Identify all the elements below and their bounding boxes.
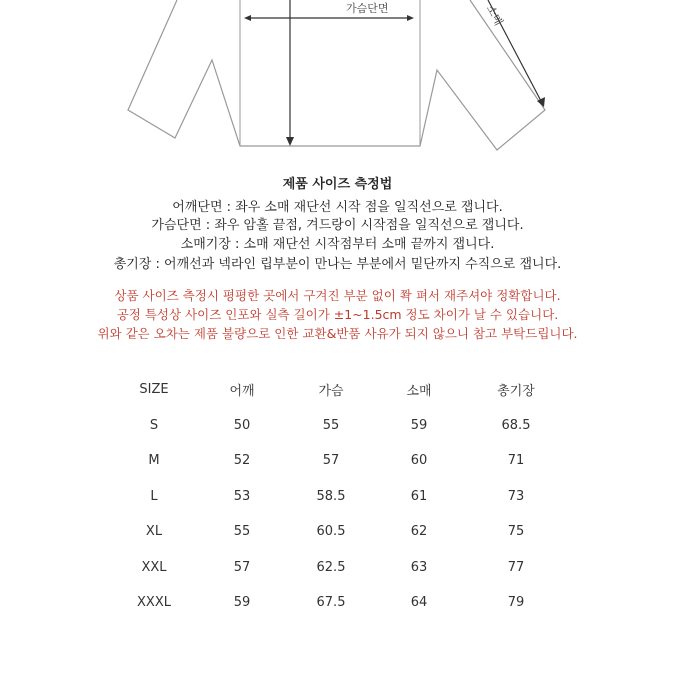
table-row: [110, 443, 570, 479]
sleeve-arrow-icon: [537, 97, 545, 107]
cell-chest: 57: [322, 453, 340, 469]
cell-size: M: [148, 453, 160, 469]
notice-line: 상품 사이즈 측정시 평평한 곳에서 구겨진 부분 없이 쫙 펴서 재주셔야 정확합니다.: [114, 288, 561, 303]
sleeve-label: 소매: [483, 2, 506, 28]
cell-shoulder: 53: [233, 488, 251, 504]
table-row: [110, 408, 570, 444]
garment-body-outline: [128, 0, 545, 150]
header-sleeve: 소매: [406, 384, 432, 400]
guide-length: 총기장 : 어깨선과 넥라인 립부분이 만나는 부분에서 밑단까지 수직으로 잽니다.: [113, 257, 562, 272]
garment-outline: [0, 0, 675, 160]
length-arrow-down-icon: [286, 137, 294, 146]
cell-size: XXL: [141, 559, 167, 575]
cell-sleeve: 64: [410, 595, 428, 611]
chest-label: 가슴단면: [346, 2, 389, 15]
notice-line: 공정 특성상 사이즈 인포와 실측 길이가 ±1~1.5cm 정도 차이가 날 수 있습니다.: [116, 307, 559, 322]
cell-chest: 55: [322, 417, 340, 433]
garment-diagram: [0, 0, 675, 160]
table-row: [110, 479, 570, 515]
table-row: [110, 550, 570, 586]
cell-length: 73: [507, 488, 525, 504]
guide-shoulder: 어깨단면 : 좌우 소매 재단선 시작 점을 일직선으로 잽니다.: [172, 200, 503, 215]
table-row: [110, 585, 570, 621]
cell-sleeve: 63: [410, 559, 428, 575]
guide-sleeve: 소매기장 : 소매 재단선 시작점부터 소매 끝까지 잽니다.: [180, 237, 495, 252]
size-table: [110, 372, 570, 621]
cell-shoulder: 59: [233, 595, 251, 611]
cell-shoulder: 57: [233, 559, 251, 575]
guide-chest: 가슴단면 : 좌우 암홀 끝점, 겨드랑이 시작점을 일직선으로 잽니다.: [151, 218, 524, 233]
guide-title: 제품 사이즈 측정법: [282, 177, 393, 192]
chest-arrow-right-icon: [407, 15, 414, 21]
cell-chest: 62.5: [316, 559, 346, 575]
cell-length: 75: [507, 524, 525, 540]
cell-shoulder: 55: [233, 524, 251, 540]
cell-size: S: [149, 417, 159, 433]
header-size: SIZE: [139, 382, 169, 398]
cell-chest: 60.5: [316, 524, 346, 540]
chest-arrow-left-icon: [244, 15, 251, 21]
header-shoulder: 어깨: [229, 384, 255, 400]
notice-line: 위와 같은 오차는 제품 불량으로 인한 교환&반품 사유가 되지 않으니 참고 부탁드립니다.: [97, 326, 578, 341]
table-header-row: [110, 372, 570, 408]
table-row: [110, 514, 570, 550]
cell-length: 71: [507, 453, 525, 469]
cell-sleeve: 59: [410, 417, 428, 433]
cell-size: XL: [145, 524, 163, 540]
header-length: 총기장: [497, 384, 535, 400]
cell-length: 77: [507, 559, 525, 575]
cell-size: XXXL: [137, 595, 171, 611]
cell-length: 79: [507, 595, 525, 611]
cell-length: 68.5: [501, 417, 531, 433]
cell-size: L: [150, 488, 158, 504]
header-chest: 가슴: [318, 384, 344, 400]
cell-shoulder: 52: [233, 453, 251, 469]
cell-sleeve: 62: [410, 524, 428, 540]
cell-chest: 67.5: [316, 595, 346, 611]
cell-sleeve: 61: [410, 488, 428, 504]
cell-shoulder: 50: [233, 417, 251, 433]
cell-sleeve: 60: [410, 453, 428, 469]
cell-chest: 58.5: [316, 488, 346, 504]
